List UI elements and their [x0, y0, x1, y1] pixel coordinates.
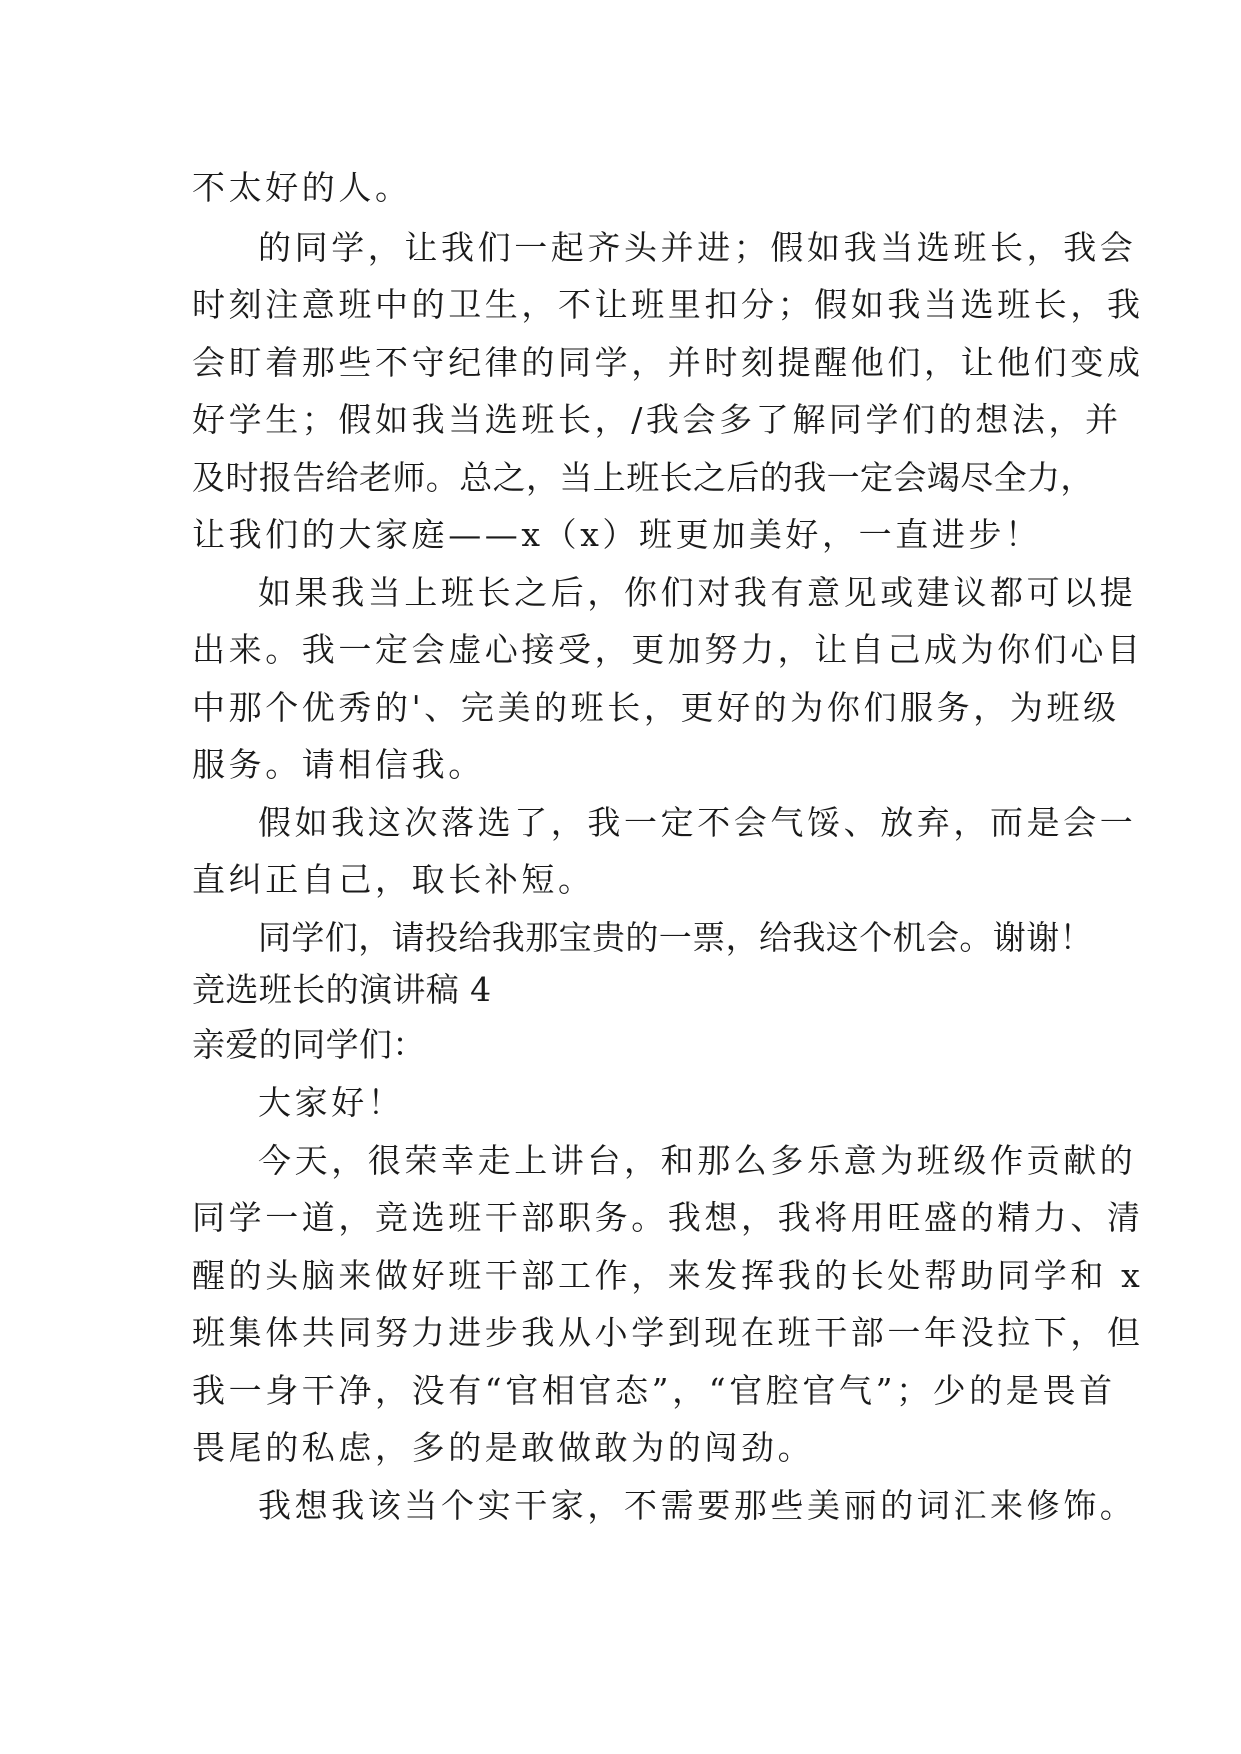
- greeting: 大家好！: [258, 1083, 405, 1122]
- text-line: 及时报告给老师。总之，当上班长之后的我一定会竭尽全力，: [192, 458, 1094, 497]
- text-line: 出来。我一定会虚心接受，更加努力，让自己成为你们心目: [192, 630, 1144, 669]
- text-line: 同学们，请投给我那宝贵的一票，给我这个机会。谢谢！: [258, 918, 1093, 957]
- text-line: 会盯着那些不守纪律的同学，并时刻提醒他们，让他们变成: [192, 343, 1144, 382]
- text-line: 中那个优秀的'、完美的班长，更好的为你们服务，为班级: [192, 688, 1120, 727]
- section-heading: 竞选班长的演讲稿 4: [192, 970, 492, 1009]
- text-line: 同学一道，竞选班干部职务。我想，我将用旺盛的精力、清: [192, 1198, 1144, 1237]
- text-line: 服务。请相信我。: [192, 745, 485, 784]
- text-line: 假如我这次落选了，我一定不会气馁、放弃，而是会一: [258, 803, 1137, 842]
- text-line: 直纠正自己，取长补短。: [192, 860, 595, 899]
- text-line: 让我们的大家庭——x（x）班更加美好，一直进步！: [192, 515, 1042, 554]
- salutation: 亲爱的同学们：: [192, 1025, 426, 1064]
- text-line: 我想我该当个实干家，不需要那些美丽的词汇来修饰。: [258, 1486, 1137, 1525]
- text-line: 时刻注意班中的卫生，不让班里扣分；假如我当选班长，我: [192, 285, 1144, 324]
- text-line: 醒的头脑来做好班干部工作，来发挥我的长处帮助同学和 x: [192, 1256, 1144, 1295]
- text-line: 我一身干净，没有“官相官态”，“官腔官气”；少的是畏首: [192, 1371, 1116, 1410]
- text-line: 今天，很荣幸走上讲台，和那么多乐意为班级作贡献的: [258, 1141, 1137, 1180]
- text-line: 的同学，让我们一起齐头并进；假如我当选班长，我会: [258, 228, 1137, 267]
- text-line: 不太好的人。: [192, 168, 412, 207]
- text-line: 班集体共同努力进步我从小学到现在班干部一年没拉下，但: [192, 1313, 1144, 1352]
- text-line: 如果我当上班长之后，你们对我有意见或建议都可以提: [258, 573, 1137, 612]
- text-line: 好学生；假如我当选班长，/我会多了解同学们的想法，并: [192, 400, 1122, 439]
- text-line: 畏尾的私虑，多的是敢做敢为的闯劲。: [192, 1428, 815, 1467]
